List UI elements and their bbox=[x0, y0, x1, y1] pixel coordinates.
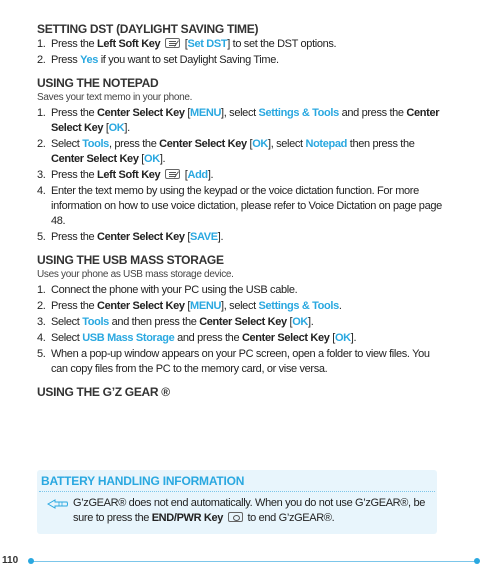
notepad-steps bbox=[37, 106, 445, 245]
footer-dot-left bbox=[28, 558, 34, 564]
list-item: 1. Press the Center Select Key [MENU], select Settings & Tools and press the Center Select Key [OK]. bbox=[37, 107, 440, 134]
list-item: 5. Press the Center Select Key [SAVE]. bbox=[37, 231, 224, 243]
section-subtitle-notepad: Saves your text memo in your phone. bbox=[37, 92, 193, 103]
footer-divider bbox=[30, 561, 478, 562]
list-item: 3. Select Tools and then press the Center Select Key [OK]. bbox=[37, 316, 314, 328]
end-key-icon bbox=[228, 512, 243, 522]
note-hand-icon bbox=[47, 498, 69, 510]
content bbox=[37, 22, 445, 400]
section-title-dst: SETTING DST (DAYLIGHT SAVING TIME) bbox=[37, 22, 259, 36]
list-item: 1. Connect the phone with your PC using the USB cable. bbox=[37, 284, 298, 296]
battery-info-text: G’zGEAR® does not end automatically. When you do not use G’zGEAR®, be sure to press the END/PWR Key to end G’zGEAR®. bbox=[73, 497, 425, 524]
list-item: 4. Enter the text memo by using the keypad or the voice dictation function. For more information on how to use voice dictation, please refer to Voice Dictation on page page 48. bbox=[37, 185, 442, 227]
list-item: 5. When a pop-up window appears on your PC screen, open a folder to view files. You can copy files from the PC to the memory card, or vise versa. bbox=[37, 348, 430, 375]
list-item: 2. Select Tools, press the Center Select Key [OK], select Notepad then press the Center Select Key [OK]. bbox=[37, 138, 415, 165]
list-item: 1. Press the Left Soft Key [Set DST] to set the DST options. bbox=[37, 38, 337, 50]
page-number: 110 bbox=[2, 555, 19, 566]
section-title-usb: USING THE USB MASS STORAGE bbox=[37, 253, 224, 267]
dst-steps bbox=[37, 37, 445, 68]
section-title-notepad: USING THE NOTEPAD bbox=[37, 76, 159, 90]
left-soft-key-icon bbox=[165, 38, 180, 48]
footer-dot-right bbox=[474, 558, 480, 564]
battery-info-box bbox=[37, 470, 437, 534]
list-item: 2. Press Yes if you want to set Daylight Saving Time. bbox=[37, 54, 279, 66]
section-subtitle-usb: Uses your phone as USB mass storage device. bbox=[37, 269, 234, 280]
list-item: 3. Press the Left Soft Key [Add]. bbox=[37, 169, 214, 181]
divider bbox=[39, 491, 435, 492]
battery-info-title: BATTERY HANDLING INFORMATION bbox=[41, 474, 245, 488]
left-soft-key-icon bbox=[165, 169, 180, 179]
list-item: 4. Select USB Mass Storage and press the Center Select Key [OK]. bbox=[37, 332, 357, 344]
usb-steps bbox=[37, 283, 445, 377]
section-title-gzgear: USING THE G’Z GEAR ® bbox=[37, 385, 170, 399]
list-item: 2. Press the Center Select Key [MENU], select Settings & Tools. bbox=[37, 300, 342, 312]
